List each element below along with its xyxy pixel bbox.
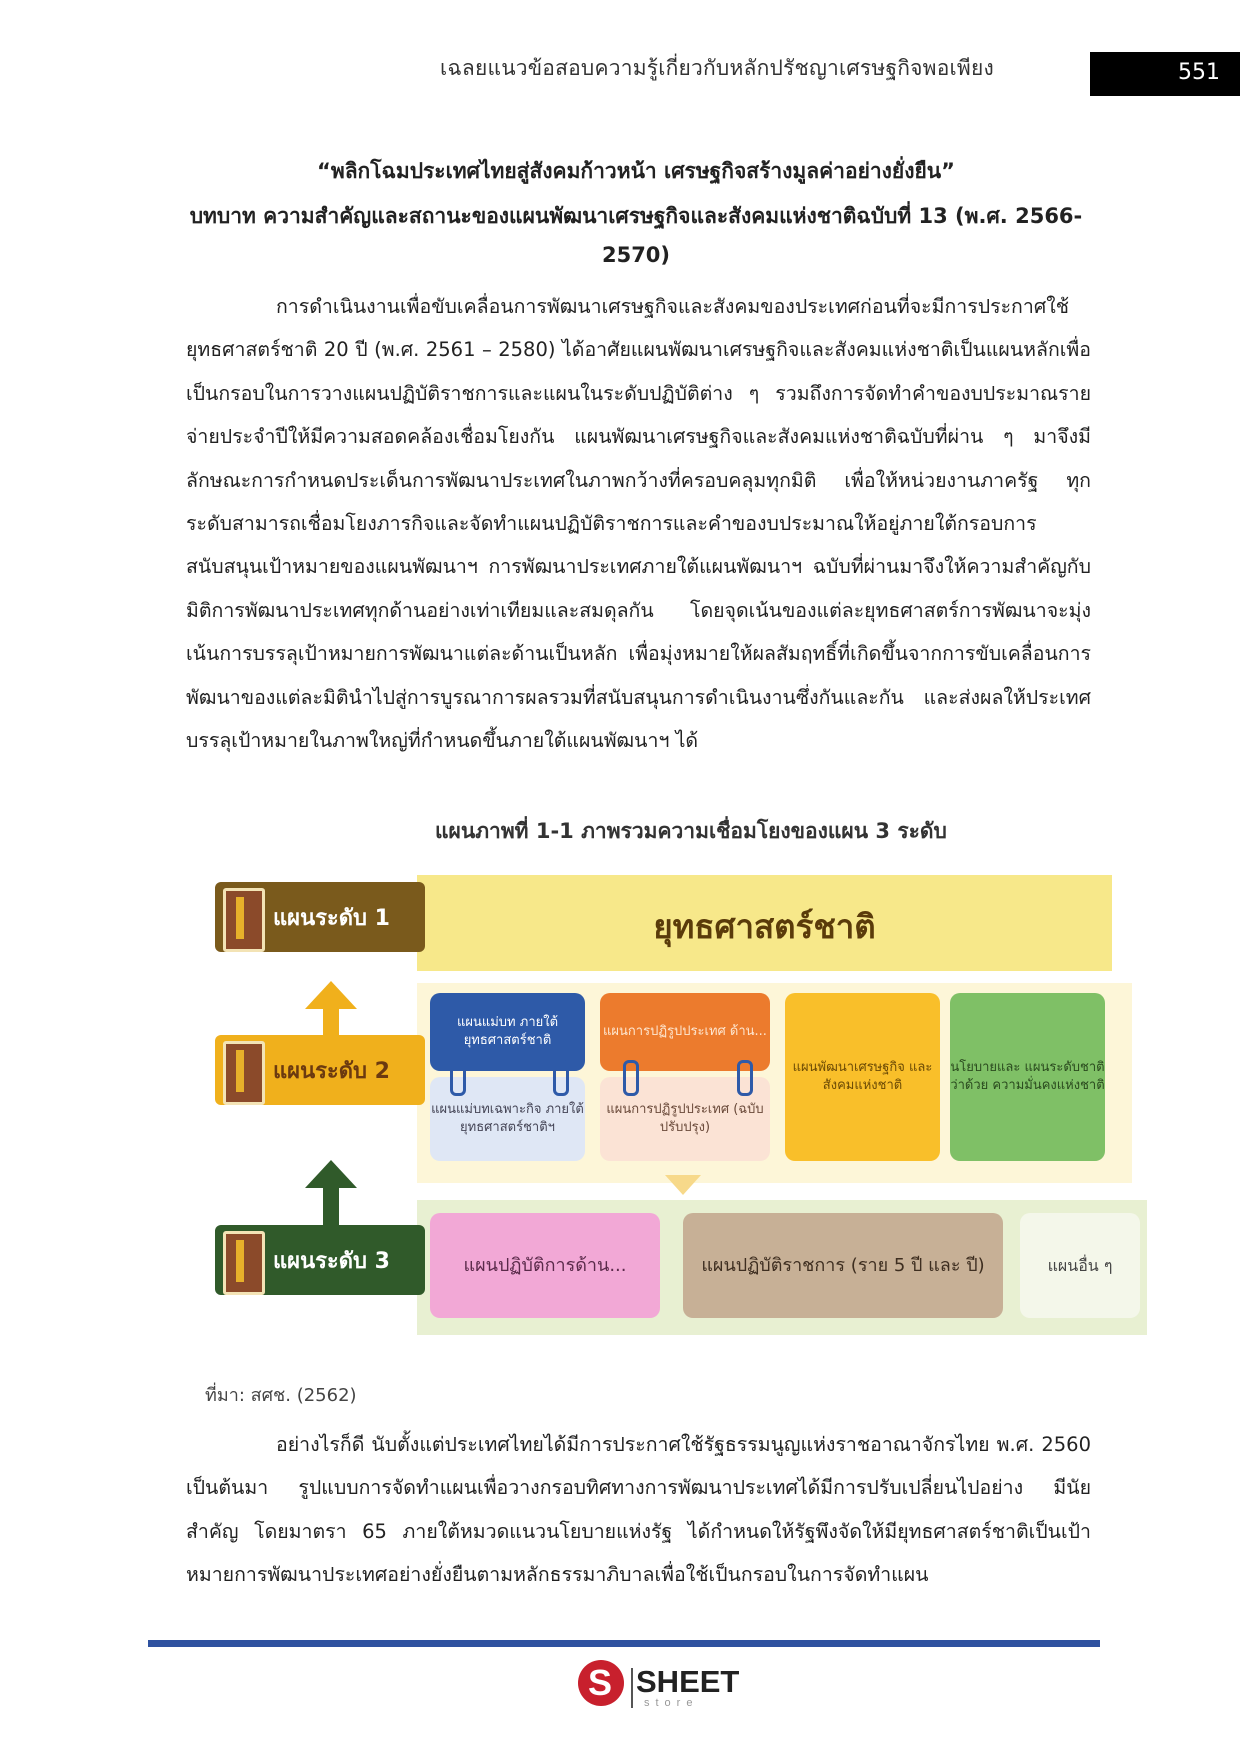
paragraph-2 [186,1423,1091,1597]
book-icon [223,888,265,952]
level1-band [417,875,1112,971]
level1-label [215,882,425,952]
action-plan-text: แผนปฏิบัติการด้าน... [463,1254,627,1276]
level3-label-text: แผนระดับ 3 [273,1249,390,1274]
level2-label [215,1035,425,1105]
reform-plan-text: แผนการปฏิรูปประเทศ ด้าน... [603,1024,767,1039]
level3-label [215,1225,425,1295]
chain-link-icon [737,1060,753,1096]
gov-action-plan-box [683,1213,1003,1318]
nesdp-text: แผนพัฒนาเศรษฐกิจ และสังคมแห่งชาติ [792,1060,933,1093]
book-icon [223,1041,265,1105]
level1-label-text: แผนระดับ 1 [273,906,390,931]
chain-link-icon [553,1060,569,1096]
security-policy-box [950,993,1105,1161]
paragraph-1-text: การดำเนินงานเพื่อขับเคลื่อนการพัฒนาเศรษฐกิจและสังคมของประเทศก่อนที่จะมีการประกาศใช้ ยุทธศาสตร์ชาติ 20 ปี (พ.ศ. 2561 – 2580) ได้อาศัยแผนพัฒนาเศรษฐกิจและสังคมแห่งชาติเป็นแผนหลักเพื่อ เป็นกรอบในการวางแผนปฏิบัติราชการและแผนในระดับปฏิบัติต่าง ๆ รวมถึงการจัดทำคำของบประมาณรายจ่ายประจำปีให้มีความสอดคล้องเชื่อมโยงกัน แผนพัฒนาเศรษฐกิจและสังคมแห่งชาติฉบับที่ผ่าน ๆ มาจึงมีลักษณะการกำหนดประเด็นการพัฒนาประเทศในภาพกว้างที่ครอบคลุมทุกมิติ เพื่อให้หน่วยงานภาครัฐ ทุกระดับสามารถเชื่อมโยงภารกิจและจัดทำแผนปฏิบัติราชการและคำของบประมาณให้อยู่ภายใต้กรอบการสนับสนุนเป้าหมายของแผนพัฒนาฯ การพัฒนาประเทศภายใต้แผนพัฒนาฯ ฉบับที่ผ่านมาจึงให้ความสำคัญกับมิติการพัฒนาประเทศทุกด้านอย่างเท่าเทียมและสมดุลกัน โดยจุดเน้นของแต่ละยุทธศาสตร์การพัฒนาจะมุ่งเน้นการบรรลุเป้าหมายการพัฒนาแต่ละด้านเป็นหลัก เพื่อมุ่งหมายให้ผลสัมฤทธิ์ที่เกิดขึ้นจากการขับเคลื่อนการพัฒนาของแต่ละมิตินำไปสู่การบูรณาการผลรวมที่สนับสนุนการดำเนินงานซึ่งกันและกัน และส่งผลให้ประเทศบรรลุเป้าหมายในภาพใหญ่ที่กำหนดขึ้นภายใต้แผนพัฒนาฯ ได้ [186,295,1091,753]
paragraph-2-text: อย่างไรก็ดี นับตั้งแต่ประเทศไทยได้มีการประกาศใช้รัฐธรรมนูญแห่งราชอาณาจักรไทย พ.ศ. 2560 เป็นต้นมา รูปแบบการจัดทำแผนเพื่อวางกรอบทิศทางการพัฒนาประเทศได้มีการปรับเปลี่ยนไปอย่าง มีนัยสำคัญ โดยมาตรา 65 ภายใต้หมวดแนวนโยบายแห่งรัฐ ได้กำหนดให้รัฐพึงจัดให้มียุทธศาสตร์ชาติเป็นเป้าหมายการพัฒนาประเทศอย่างยั่งยืนตามหลักธรรมาภิบาลเพื่อใช้เป็นกรอบในการจัดทำแผน [186,1433,1091,1587]
logo-letter: S [588,1662,613,1703]
chain-link-icon [623,1060,639,1096]
arrow-down-icon [665,1175,701,1195]
book-icon [223,1231,265,1295]
level2-label-text: แผนระดับ 2 [273,1059,390,1084]
national-strategy-label: ยุทธศาสตร์ชาติ [653,907,876,946]
title-line-2: บทบาท ความสำคัญและสถานะของแผนพัฒนาเศรษฐกิจและสังคมแห่งชาติฉบับที่ 13 (พ.ศ. 2566- [189,204,1083,228]
footer-divider [148,1640,1100,1647]
sub-master-plan-text: แผนแม่บทเฉพาะกิจ ภายใต้ยุทธศาสตร์ชาติฯ [431,1102,584,1135]
page-number: 551 [1178,60,1220,85]
logo-divider [631,1668,633,1708]
sheet-store-logo-icon [578,1660,624,1706]
nesdp-box [785,993,940,1161]
arrow-up-head-icon [305,981,357,1009]
running-header: เฉลยแนวข้อสอบความรู้เกี่ยวกับหลักปรัชญาเศรษฐกิจพอเพียง [440,56,994,80]
logo-text: SHEET [636,1664,740,1699]
gov-action-plan-text: แผนปฏิบัติราชการ (ราย 5 ปี และ ปี) [701,1254,985,1276]
title-line-1: “พลิกโฉมประเทศไทยสู่สังคมก้าวหน้า เศรษฐกิจสร้างมูลค่าอย่างยั่งยืน” [317,159,955,183]
title-line-3: 2570) [601,243,671,267]
paragraph-1 [186,285,1091,762]
security-policy-text: นโยบายและ แผนระดับชาติว่าด้วย ความมั่นคงแห่งชาติ [950,1060,1105,1093]
arrow-up-icon [323,1007,339,1037]
other-plans-text: แผนอื่น ๆ [1047,1255,1113,1275]
figure-source: ที่มา: สศช. (2562) [205,1385,357,1406]
other-plans-box [1020,1213,1140,1318]
action-plan-box [430,1213,660,1318]
figure-plan-levels [205,815,1140,1406]
figure-title: แผนภาพที่ 1-1 ภาพรวมความเชื่อมโยงของแผน 3 ระดับ [435,819,947,843]
logo-subtext: store [644,1697,699,1709]
master-plan-text: แผนแม่บท ภายใต้ยุทธศาสตร์ชาติ [456,1015,559,1048]
arrow-up-head-icon [305,1160,357,1188]
arrow-up-icon [323,1187,339,1227]
chain-link-icon [450,1060,466,1096]
reform-plan-revised-text: แผนการปฏิรูปประเทศ (ฉบับปรับปรุง) [606,1102,764,1135]
